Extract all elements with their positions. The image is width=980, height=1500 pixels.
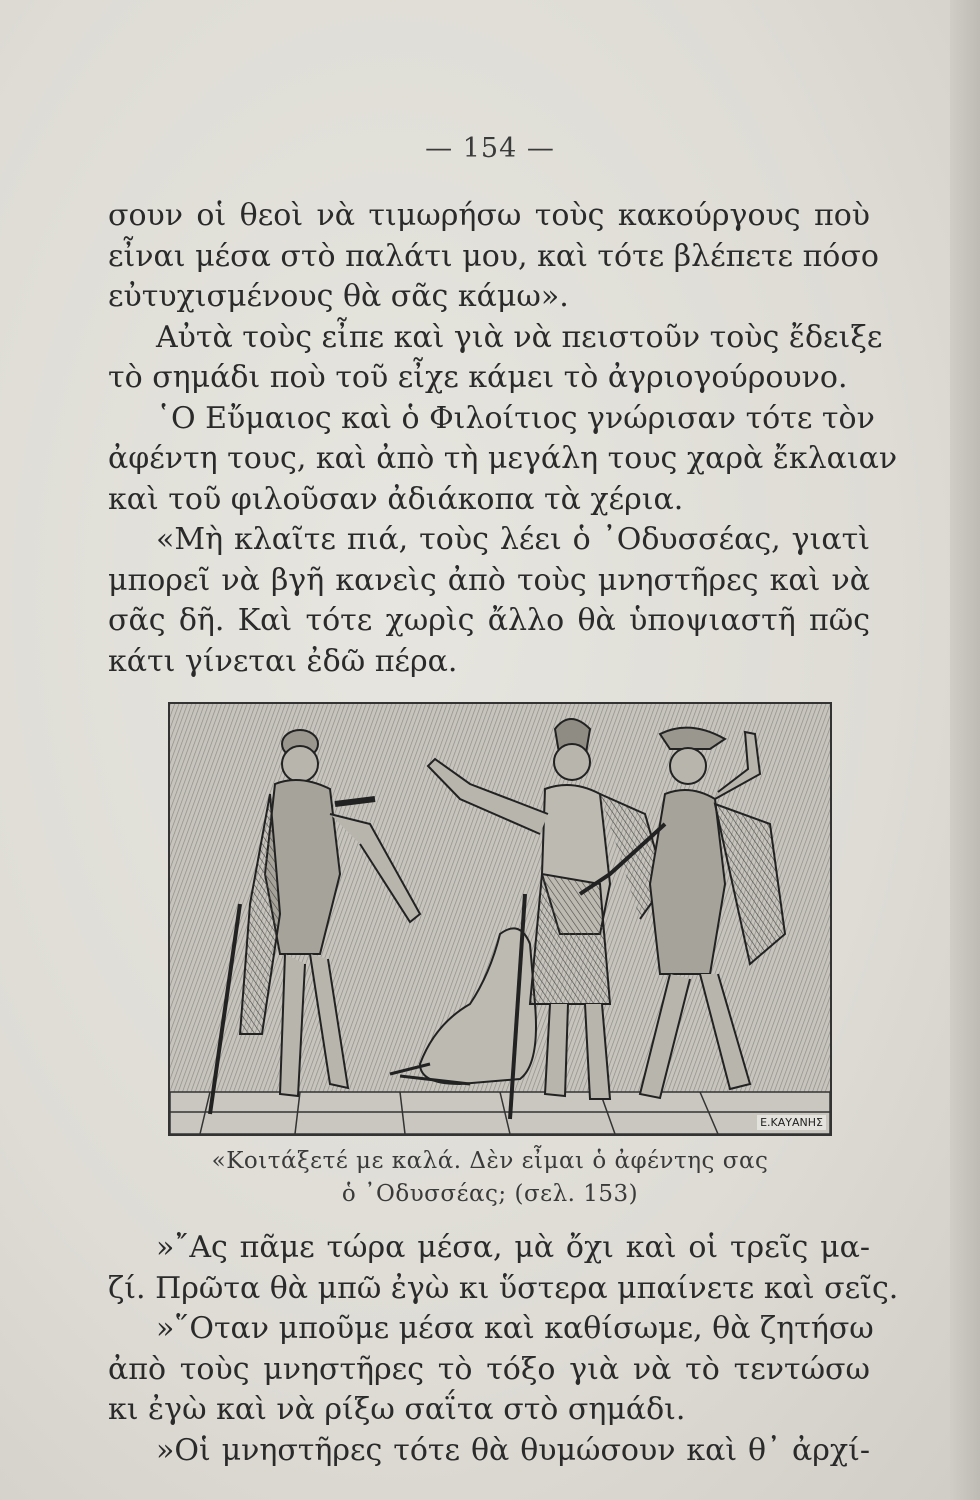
text-line: ἀφέντη τους, καὶ ἀπὸ τὴ μεγάλη τους χαρὰ ἔκλαιαν <box>108 441 898 476</box>
page-number: — 154 — <box>425 133 555 164</box>
illustration-caption-line: ὁ ᾿Οδυσσέας; (σελ. 153) <box>341 1181 639 1207</box>
body-text-bottom <box>108 1228 899 1471</box>
text-line: κι ἐγὼ καὶ νὰ ρίξω σαΐτα στὸ σημάδι. <box>108 1392 686 1427</box>
illustration-caption-line: «Κοιτάξετέ με καλά. Δὲν εἶμαι ὁ ἀφέντης σας <box>211 1148 769 1174</box>
text-line: ῾Ο Εὔμαιος καὶ ὁ Φιλοίτιος γνώρισαν τότε τὸν <box>156 400 875 436</box>
illustration <box>168 702 832 1136</box>
text-line: σουν οἱ θεοὶ νὰ τιμωρήσω τοὺς κακούργους ποὺ <box>108 198 870 233</box>
text-line: κάτι γίνεται ἐδῶ πέρα. <box>108 643 458 679</box>
text-line: ἀπὸ τοὺς μνηστῆρες τὸ τόξο γιὰ νὰ τὸ τεντώσω <box>108 1351 870 1387</box>
text-line: μπορεῖ νὰ βγῆ κανεὶς ἀπὸ τοὺς μνηστῆρες καὶ νὰ <box>108 562 870 598</box>
page-spine-shadow <box>950 0 980 1500</box>
text-line: Αὐτὰ τοὺς εἶπε καὶ γιὰ νὰ πειστοῦν τοὺς ἔδειξε <box>156 319 883 355</box>
text-line: τὸ σημάδι ποὺ τοῦ εἶχε κάμει τὸ ἀγριογούρουνο. <box>108 360 848 395</box>
text-line: »Οἱ μνηστῆρες τότε θὰ θυμώσουν καὶ θ᾿ ἀρχί- <box>156 1432 870 1468</box>
text-line: ζί. Πρῶτα θὰ μπῶ ἐγὼ κι ὕστερα μπαίνετε καὶ σεῖς. <box>108 1270 899 1306</box>
text-line: «Μὴ κλαῖτε πιά, τοὺς λέει ὁ ᾿Οδυσσέας, γιατὶ <box>156 522 870 557</box>
body-text-top <box>108 196 898 682</box>
text-line: εἶναι μέσα στὸ παλάτι μου, καὶ τότε βλέπετε πόσο <box>108 238 879 274</box>
text-line: »῎Ας πᾶμε τώρα μέσα, μὰ ὄχι καὶ οἱ τρεῖς μα- <box>156 1230 870 1265</box>
illustration-engraving <box>170 704 830 1134</box>
artist-signature: Ε.ΚΑΥΑΝΗΣ <box>757 1115 826 1130</box>
text-line: σᾶς δῆ. Καὶ τότε χωρὶς ἄλλο θὰ ὑποψιαστῆ πῶς <box>108 603 870 638</box>
text-line: »῞Οταν μποῦμε μέσα καὶ καθίσωμε, θὰ ζητήσω <box>156 1311 874 1346</box>
stone-floor <box>170 1092 830 1134</box>
text-line: καὶ τοῦ φιλοῦσαν ἀδιάκοπα τὰ χέρια. <box>108 481 684 517</box>
text-line: εὐτυχισμένους θὰ σᾶς κάμω». <box>108 279 569 314</box>
